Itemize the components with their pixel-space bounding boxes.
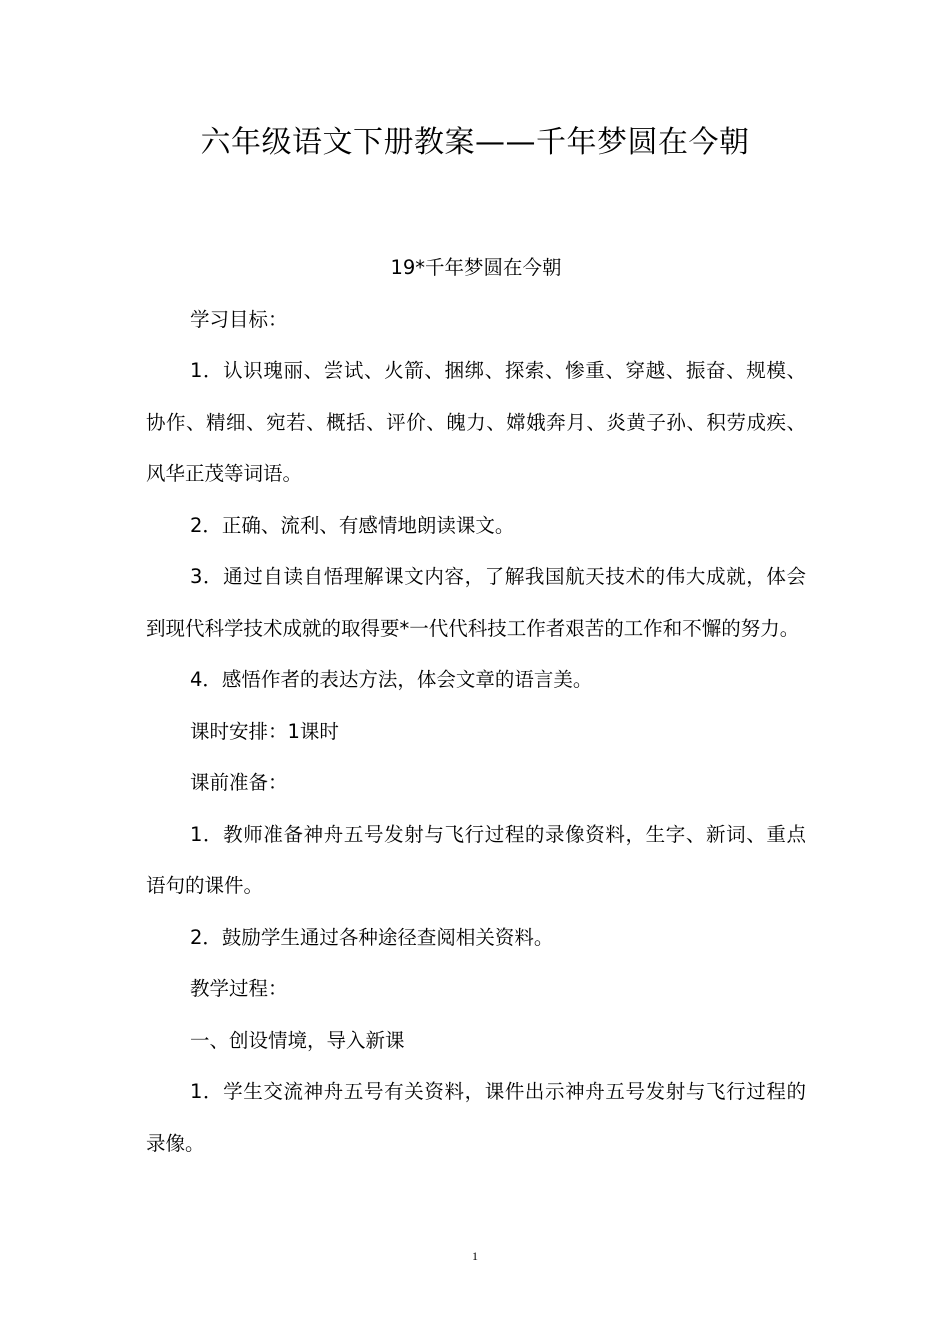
paragraph-section-one: 一、创设情境，导入新课 (190, 1028, 405, 1052)
paragraph-goal-4: 4．感悟作者的表达方法，体会文章的语言美。 (190, 668, 593, 691)
paragraph-goal-3: 3．通过自读自悟理解课文内容，了解我国航天技术的伟大成就，体会到现代科学技术成就的取得要*一代代科技工作者艰苦的工作和不懈的努力。 (146, 565, 806, 640)
document-title: 六年级语文下册教案——千年梦圆在今朝 (200, 125, 750, 160)
paragraph-section-one-step-1: 1．学生交流神舟五号有关资料，课件出示神舟五号发射与飞行过程的录像。 (146, 1080, 806, 1155)
page-number: 1 (472, 1249, 478, 1263)
document-body (146, 242, 806, 1169)
paragraph-preparation-2: 2．鼓励学生通过各种途径查阅相关资料。 (190, 925, 554, 949)
lesson-title: 19*千年梦圆在今朝 (390, 256, 562, 279)
paragraph-preparation-1: 1．教师准备神舟五号发射与飞行过程的录像资料，生字、新词、重点语句的课件。 (146, 822, 806, 897)
paragraph-preparation-heading: 课前准备： (190, 771, 288, 794)
paragraph-goal-1: 1．认识瑰丽、尝试、火箭、捆绑、探索、惨重、穿越、振奋、规模、协作、精细、宛若、概括、评价、魄力、嫦娥奔月、炎黄子孙、积劳成疾、风华正茂等词语。 (146, 359, 806, 485)
paragraph-learning-goals-heading: 学习目标： (190, 307, 288, 331)
paragraph-goal-2: 2．正确、流利、有感情地朗读课文。 (190, 513, 515, 537)
paragraph-schedule: 课时安排：1课时 (190, 719, 339, 743)
paragraph-process-heading: 教学过程： (190, 977, 288, 1000)
